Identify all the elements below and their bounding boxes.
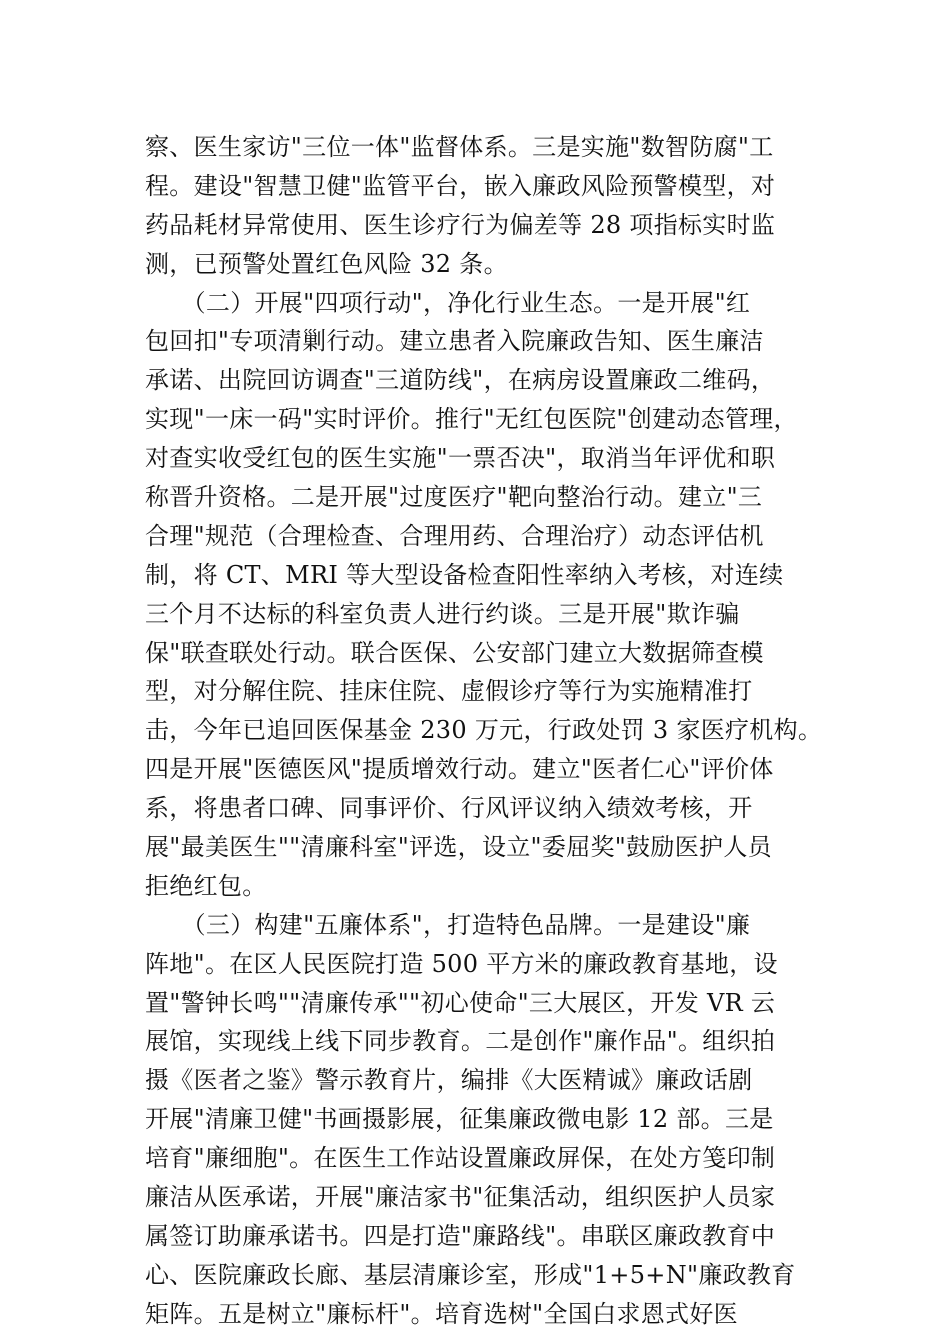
text-line: 矩阵。五是树立"廉标杆"。培育选树"全国白求恩式好医: [145, 1299, 738, 1328]
text-line: 置"警钟长鸣""清廉传承""初心使命"三大展区，开发 VR 云: [145, 988, 776, 1017]
text-line: 合理"规范（合理检查、合理用药、合理治疗）动态评估机: [145, 521, 764, 550]
text-line: 保"联查联处行动。联合医保、公安部门建立大数据筛查模: [145, 638, 764, 667]
text-line: 型，对分解住院、挂床住院、虚假诊疗等行为实施精准打: [145, 677, 753, 706]
body-text: [145, 128, 845, 1334]
text-line: 廉洁从医承诺，开展"廉洁家书"征集活动，组织医护人员家: [145, 1183, 776, 1212]
text-line: 承诺、出院回访调查"三道防线"，在病房设置廉政二维码，: [145, 366, 776, 395]
section-heading-line: （二）开展"四项行动"，净化行业生态。一是开展"红: [145, 288, 751, 317]
text-line: 展"最美医生""清廉科室"评选，设立"委屈奖"鼓励医护人员: [145, 833, 772, 862]
text-line: 制，将 CT、MRI 等大型设备检查阳性率纳入考核，对连续: [145, 560, 784, 589]
text-line: 测，已预警处置红色风险 32 条。: [145, 249, 508, 278]
text-line: 培育"廉细胞"。在医生工作站设置廉政屏保，在处方笺印制: [145, 1144, 776, 1173]
text-line: 称晋升资格。二是开展"过度医疗"靶向整治行动。建立"三: [145, 483, 763, 512]
text-line: 拒绝红包。: [145, 871, 267, 900]
text-line: 包回扣"专项清剿行动。建立患者入院廉政告知、医生廉洁: [145, 327, 764, 356]
text-line: 属签订助廉承诺书。四是打造"廉路线"。串联区廉政教育中: [145, 1221, 776, 1250]
text-line: 系，将患者口碑、同事评价、行风评议纳入绩效考核，开: [145, 794, 753, 823]
text-line: 摄《医者之鉴》警示教育片，编排《大医精诚》廉政话剧: [145, 1066, 753, 1095]
text-line: 对查实收受红包的医生实施"一票否决"，取消当年评优和职: [145, 444, 776, 473]
text-line: 三个月不达标的科室负责人进行约谈。三是开展"欺诈骗: [145, 599, 740, 628]
section-heading-line: （三）构建"五廉体系"，打造特色品牌。一是建设"廉: [145, 910, 751, 939]
text-line: 察、医生家访"三位一体"监督体系。三是实施"数智防腐"工: [145, 133, 774, 161]
text-line: 击，今年已追回医保基金 230 万元，行政处罚 3 家医疗机构。: [145, 716, 823, 745]
text-line: 实现"一床一码"实时评价。推行"无红包医院"创建动态管理，: [145, 405, 798, 434]
text-line: 四是开展"医德医风"提质增效行动。建立"医者仁心"评价体: [145, 755, 774, 784]
text-line: 药品耗材异常使用、医生诊疗行为偏差等 28 项指标实时监: [145, 210, 776, 239]
text-line: 阵地"。在区人民医院打造 500 平方米的廉政教育基地，设: [145, 949, 778, 978]
text-line: 心、医院廉政长廊、基层清廉诊室，形成"1+5+N"廉政教育: [145, 1260, 796, 1289]
text-line: 开展"清廉卫健"书画摄影展，征集廉政微电影 12 部。三是: [145, 1105, 774, 1134]
text-line: 程。建设"智慧卫健"监管平台，嵌入廉政风险预警模型，对: [145, 171, 776, 200]
text-line: 展馆，实现线上线下同步教育。二是创作"廉作品"。组织拍: [145, 1027, 776, 1056]
